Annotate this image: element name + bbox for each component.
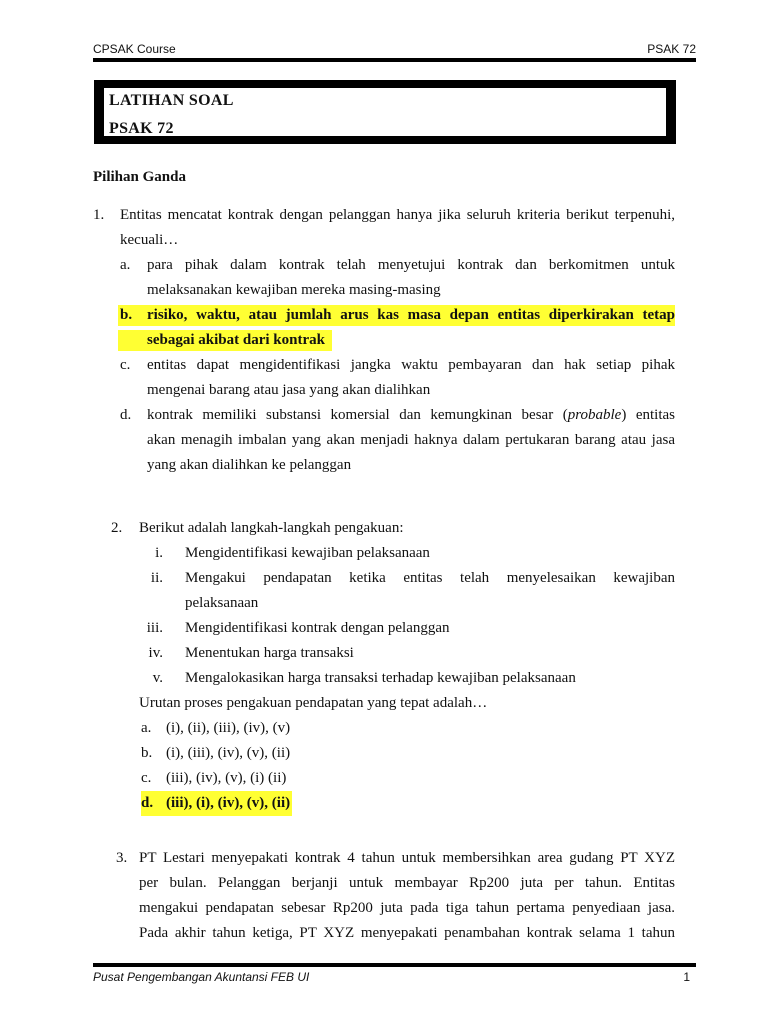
q2-question: Urutan proses pengakuan pendapatan yang tepat adalah… bbox=[139, 695, 488, 711]
q2-step-text: Menentukan harga transaksi bbox=[185, 645, 354, 661]
footer-rule bbox=[93, 963, 696, 967]
header-rule bbox=[93, 58, 696, 62]
title-box bbox=[94, 80, 676, 144]
title-line-2: PSAK 72 bbox=[109, 120, 174, 136]
q2-option-text: (i), (iii), (iv), (v), (ii) bbox=[166, 745, 291, 761]
q1-option-a-line-2: melaksanakan kewajiban mereka masing-masing bbox=[147, 282, 441, 298]
q2-option-label: d. bbox=[141, 791, 163, 816]
page-footer bbox=[93, 970, 696, 988]
q1-number: 1. bbox=[93, 207, 105, 223]
q2-option-text: (i), (ii), (iii), (iv), (v) bbox=[166, 720, 291, 736]
header-course: CPSAK Course bbox=[93, 42, 176, 56]
q2-option-label: b. bbox=[141, 745, 153, 761]
q2-step-label: v. bbox=[152, 670, 163, 686]
q1-option-b-line-1: risiko, waktu, atau jumlah arus kas masa depan entitas diperkirakan tetap bbox=[147, 307, 675, 323]
q1-option-b-label: b. bbox=[120, 307, 133, 323]
q3-line: per bulan. Pelanggan berjanji untuk membayar Rp200 juta per tahun. Entitas bbox=[139, 875, 675, 891]
q2-step-text: Mengidentifikasi kontrak dengan pelanggan bbox=[185, 620, 450, 636]
q1-text-line-2: kecuali… bbox=[120, 232, 179, 248]
title-box-inner bbox=[104, 88, 666, 136]
q2-step-text: Mengidentifikasi kewajiban pelaksanaan bbox=[185, 545, 430, 561]
q2-step-label: iv. bbox=[148, 645, 163, 661]
q2-option-text: (iii), (i), (iv), (v), (ii) bbox=[160, 791, 292, 816]
q2-option-text: (iii), (iv), (v), (i) (ii) bbox=[166, 770, 287, 786]
q2-step-label: iii. bbox=[146, 620, 163, 636]
q1-text-line-1: Entitas mencatat kontrak dengan pelanggan hanya jika seluruh kriteria berikut terpenuhi, bbox=[120, 207, 675, 223]
q2-option-label: a. bbox=[141, 720, 152, 736]
q3-line: mengakui pendapatan sebesar Rp200 juta pada tiga tahun pertama penyediaan jasa. bbox=[139, 900, 675, 916]
q1-option-b-line-2: sebagai akibat dari kontrak bbox=[147, 332, 325, 348]
q2-intro: Berikut adalah langkah-langkah pengakuan: bbox=[139, 520, 404, 536]
q2-option-label: c. bbox=[141, 770, 152, 786]
q2-step-text-line-2: pelaksanaan bbox=[185, 595, 259, 611]
q2-number: 2. bbox=[111, 520, 123, 536]
q3-line: Pada akhir tahun ketiga, PT XYZ menyepakati penambahan kontrak selama 1 tahun bbox=[139, 925, 675, 941]
q2-step-label: ii. bbox=[150, 570, 163, 586]
q1-option-a-label: a. bbox=[120, 257, 131, 273]
page-number: 1 bbox=[683, 970, 690, 984]
section-title: Pilihan Ganda bbox=[93, 169, 186, 185]
q1-option-d-label: d. bbox=[120, 407, 132, 423]
title-line-1: LATIHAN SOAL bbox=[109, 92, 234, 109]
q1-option-c-line-2: mengenai barang atau jasa yang akan dialihkan bbox=[147, 382, 431, 398]
q2-step-text-line-1: Mengakui pendapatan ketika entitas telah menyelesaikan kewajiban bbox=[185, 570, 675, 586]
q1-option-d-line-1 bbox=[147, 403, 675, 428]
q3-line: PT Lestari menyepakati kontrak 4 tahun untuk membersihkan area gudang PT XYZ bbox=[139, 850, 675, 866]
q2-step-text: Mengalokasikan harga transaksi terhadap kewajiban pelaksanaan bbox=[185, 670, 576, 686]
q1-option-d-line-1-post: ) entitas bbox=[621, 407, 675, 423]
q1-option-a-line-1: para pihak dalam kontrak telah menyetujui kontrak dan berkomitmen untuk bbox=[147, 257, 675, 273]
q1-option-d-line-2: akan menagih imbalan yang akan menjadi haknya dalam pertukaran barang atau jasa bbox=[147, 432, 675, 448]
q2-step-label: i. bbox=[155, 545, 163, 561]
q1-option-c-label: c. bbox=[120, 357, 131, 373]
q1-option-d-line-3: yang akan dialihkan ke pelanggan bbox=[147, 457, 352, 473]
q3-number: 3. bbox=[116, 850, 128, 866]
q1-option-c-line-1: entitas dapat mengidentifikasi jangka waktu pembayaran dan hak setiap pihak bbox=[147, 357, 675, 373]
q1-option-d-line-1-pre: kontrak memiliki substansi komersial dan kemungkinan besar ( bbox=[147, 407, 568, 423]
header-topic: PSAK 72 bbox=[647, 42, 696, 56]
q1-option-d-line-1-italic: probable bbox=[567, 407, 622, 423]
footer-org: Pusat Pengembangan Akuntansi FEB UI bbox=[93, 970, 310, 984]
